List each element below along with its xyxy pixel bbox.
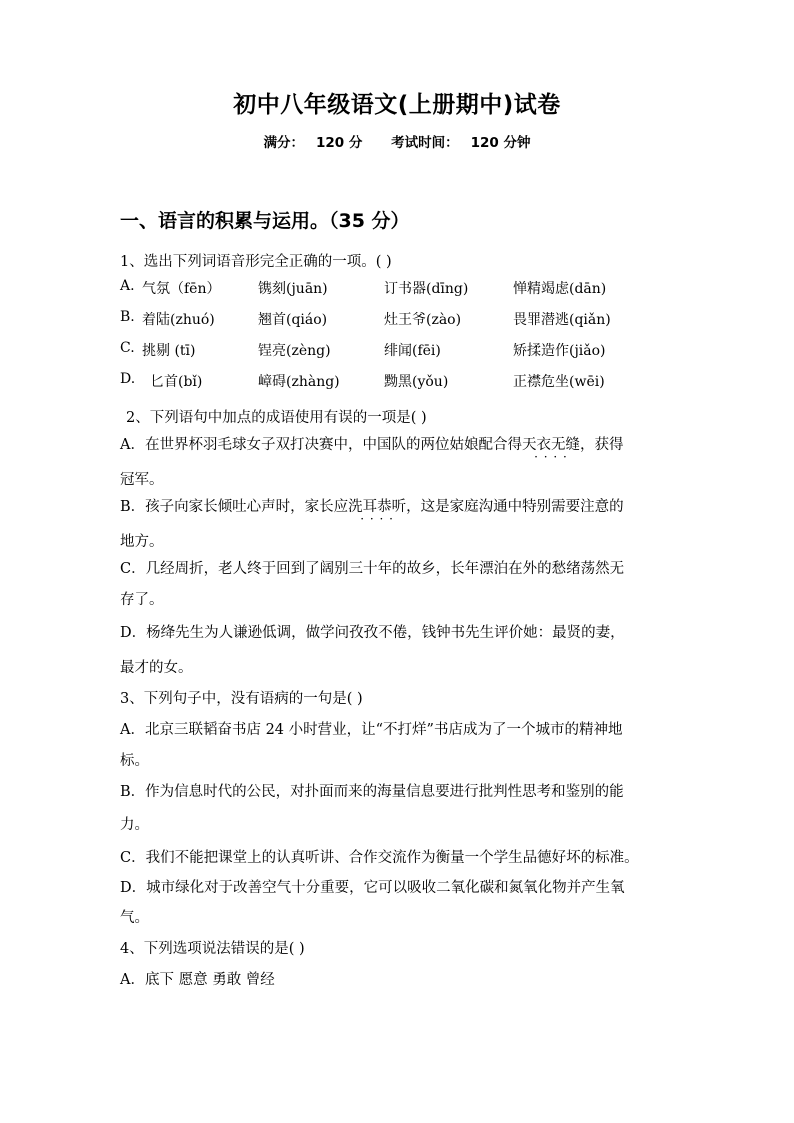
time-value: 120 分钟 — [470, 135, 531, 151]
option-text: ，这是家庭沟通中特别需要注意的 — [406, 499, 624, 515]
q1-stem: 1、选出下列词语音形完全正确的一项。( ) — [120, 254, 392, 270]
option-item: 订书器(dīng) — [384, 281, 469, 297]
q3-option-b-cont: 力。 — [120, 817, 149, 833]
q3-option-a: A．北京三联韬奋书店 24 小时营业，让“不打烊”书店成为了一个城市的精神地 — [120, 722, 623, 738]
section-heading: 一、语言的积累与运用。（35 分） — [120, 210, 410, 232]
exam-info — [0, 131, 794, 151]
q3-stem: 3、下列句子中，没有语病的一句是( ) — [120, 691, 363, 707]
option-item: 镌刻(juān) — [258, 281, 328, 297]
option-label: A. — [120, 278, 135, 294]
option-item: 翘首(qiáo) — [258, 312, 328, 328]
option-item: 惮精竭虑(dān) — [513, 281, 607, 297]
score-label: 满分： — [263, 135, 304, 151]
q2-option-d: D．杨绛先生为人谦逊低调，做学问孜孜不倦，钱钟书先生评价她：最贤的妻， — [120, 625, 625, 641]
option-item: 嶂碍(zhàng) — [258, 374, 340, 390]
option-item: 挑剔 (tī) — [142, 343, 196, 359]
q2-option-c-cont: 存了。 — [120, 592, 164, 608]
option-item: 黝黑(yǒu) — [384, 374, 449, 390]
q3-option-b: B．作为信息时代的公民，对扑面而来的海量信息要进行批判性思考和鉴别的能 — [120, 784, 624, 800]
q2-option-a — [120, 433, 623, 454]
emphasized-idiom: 天衣无缝 · · · · — [522, 433, 580, 454]
exam-title: 初中八年级语文(上册期中)试卷 — [233, 92, 561, 118]
option-item: 气氛（fēn） — [142, 281, 221, 297]
time-label: 考试时间： — [391, 135, 459, 151]
option-label: C. — [120, 340, 135, 356]
emphasized-idiom: 洗耳恭听 · · · · — [348, 495, 406, 516]
option-text: B．孩子向家长倾吐心声时，家长应 — [120, 499, 349, 515]
q3-option-c: C．我们不能把课堂上的认真听讲、合作交流作为衡量一个学生品德好坏的标准。 — [120, 850, 639, 866]
q2-option-c: C．几经周折，老人终于回到了阔别三十年的故乡，长年漂泊在外的愁绪荡然无 — [120, 561, 625, 577]
option-item: 正襟危坐(wēi) — [513, 374, 605, 390]
score-value: 120 分 — [316, 135, 363, 151]
option-item: 匕首(bǐ) — [150, 374, 203, 390]
option-item: 着陆(zhuó) — [142, 312, 215, 328]
option-item: 畏罪潜逃(qiǎn) — [513, 312, 611, 328]
option-text: ，获得 — [579, 437, 624, 453]
q3-option-d: D．城市绿化对于改善空气十分重要，它可以吸收二氧化碳和氮氧化物并产生氧 — [120, 880, 625, 896]
option-label: B. — [120, 309, 135, 325]
q2-stem: 2、下列语句中加点的成语使用有误的一项是( ) — [126, 410, 427, 426]
q4-option-a: A．底下 愿意 勇敢 曾经 — [120, 972, 275, 988]
option-item: 矫揉造作(jiǎo) — [513, 343, 606, 359]
q2-option-b — [120, 495, 624, 516]
option-item: 灶王爷(zào) — [384, 312, 462, 328]
option-label: D. — [120, 371, 136, 387]
q3-option-a-cont: 标。 — [120, 753, 149, 769]
option-item: 锃亮(zèng) — [258, 343, 331, 359]
q2-option-b-cont: 地方。 — [120, 534, 164, 550]
option-item: 绯闻(fēi) — [384, 343, 441, 359]
q2-option-d-cont: 最才的女。 — [120, 660, 193, 676]
q4-stem: 4、下列选项说法错误的是( ) — [120, 941, 305, 957]
q3-option-d-cont: 气。 — [120, 910, 149, 926]
option-text: A．在世界杯羽毛球女子双打决赛中，中国队的两位姑娘配合得 — [120, 437, 522, 453]
q2-option-a-cont: 冠军。 — [120, 472, 164, 488]
